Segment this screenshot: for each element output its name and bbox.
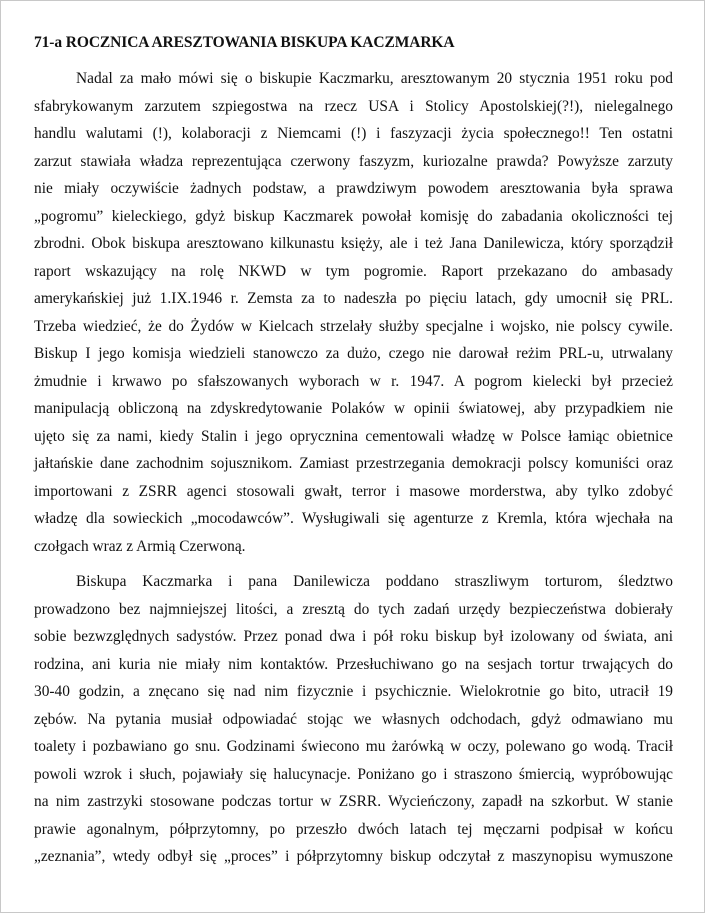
text-line: zbrodni. Obok biskupa aresztowano kilkunastu księży, ale i też Jana Danilewicza, który sporządził [34, 235, 673, 252]
text-line: sfabrykowanym zarzutem szpiegostwa na rzecz USA i Stolicy Apostolskiej(?!), nielegalnego [34, 97, 673, 115]
text-line: amerykańskiej już 1.IX.1946 r. Zemsta za to nadeszła po pięciu latach, gdy umocnił się PRL. [34, 290, 673, 307]
text-line: Trzeba wiedzieć, że do Żydów w Kielcach strzelały służby specjalne i wojsko, nie polscy cywile. [34, 317, 673, 335]
text-line: manipulacją obliczoną na zdyskredytowanie Polaków w opinii światowej, aby przypadkiem nie [34, 400, 673, 417]
text-line: powoli wzrok i słuch, pojawiały się halucynacje. Poniżano go i straszono śmiercią, wypróbowując [34, 765, 673, 783]
text-line: jałtańskie dane zachodnim sojusznikom. Zamiast przestrzegania demokracji polscy komuniści oraz [34, 455, 673, 472]
document-title: 71-a ROCZNICA ARESZTOWANIA BISKUPA KACZMARKA [34, 34, 455, 51]
text-line: nie miały oczywiście żadnych podstaw, a prawdziwym powodem aresztowania była sprawa [34, 180, 673, 197]
text-line: ujęto się za nami, kiedy Stalin i jego oprycznina cementowali władzę w Polsce łamiąc obietnice [34, 427, 673, 445]
text-line: rodzina, ani kuria nie miały nim kontaktów. Przesłuchiwano go na sesjach tortur trwających do [34, 655, 673, 673]
text-line: prawie agonalnym, półprzytomny, po przeszło dwóch latach tej męczarni podpisał w końcu [34, 820, 673, 838]
text-line: żmudnie i krwawo po sfałszowanych wyborach w r. 1947. A pogrom kielecki był przecież [34, 372, 673, 390]
text-line: Biskup I jego komisja wiedzieli stanowczo za dużo, czego nie darował reżim PRL-u, utrwalany [34, 345, 673, 362]
text-line: Biskupa Kaczmarka i pana Danilewicza poddano straszliwym torturom, śledztwo [76, 573, 673, 590]
text-line: importowani z ZSRR agenci stosowali gwałt, terror i masowe morderstwa, aby tylko zdobyć [34, 482, 673, 500]
text-line: sobie bezwzględnych sadystów. Przez ponad dwa i pół roku biskup był izolowany od świata, ani [34, 628, 673, 645]
text-line: toalety i pozbawiano go snu. Godzinami świecono mu żarówką w oczy, polewano go wodą. Tracił [34, 738, 673, 755]
text-line: prowadzono bez najmniejszej litości, a zresztą do tych zadań urzędy bezpieczeństwa dobierały [34, 600, 673, 618]
text-line: władzę dla sowieckich „mocodawców”. Wysługiwali się agenturze z Kremla, która wjechała na [34, 510, 673, 527]
text-line: „zeznania”, wtedy odbył się „proces” i półprzytomny biskup odczytał z maszynopisu wymuszone [34, 848, 673, 865]
text-line: raport wskazujący na rolę NKWD w tym pogromie. Raport przekazano do ambasady [34, 262, 673, 280]
text-line: handlu walutami (!), kolaboracji z Niemcami (!) i faszyzacji życia społecznego!! Ten ostatni [34, 125, 673, 142]
text-line: zarzut stawiała władza reprezentująca czerwony faszyzm, kuriozalne prawda? Powyższe zarzuty [34, 152, 673, 170]
text-line: zębów. Na pytania musiał odpowiadać stojąc we własnych odchodach, gdyż odmawiano mu [34, 710, 673, 728]
paragraph-2 [34, 568, 673, 871]
paragraph-1 [34, 65, 673, 560]
text-line: na nim zastrzyki stosowane podczas tortur w ZSRR. Wycieńczony, zapadł na szkorbut. W stanie [34, 793, 673, 810]
text-line: 30-40 godzin, a znęcano się nad nim fizycznie i psychicznie. Wielokrotnie go bito, utracił 19 [34, 683, 673, 700]
text-line: „pogromu” kieleckiego, gdyż biskup Kaczmarek powołał komisję do zabadania okoliczności tej [34, 207, 673, 225]
text-line: Nadal za mało mówi się o biskupie Kaczmarku, aresztowanym 20 stycznia 1951 roku pod [76, 70, 673, 87]
text-line: czołgach wraz z Armią Czerwoną. [34, 537, 246, 555]
